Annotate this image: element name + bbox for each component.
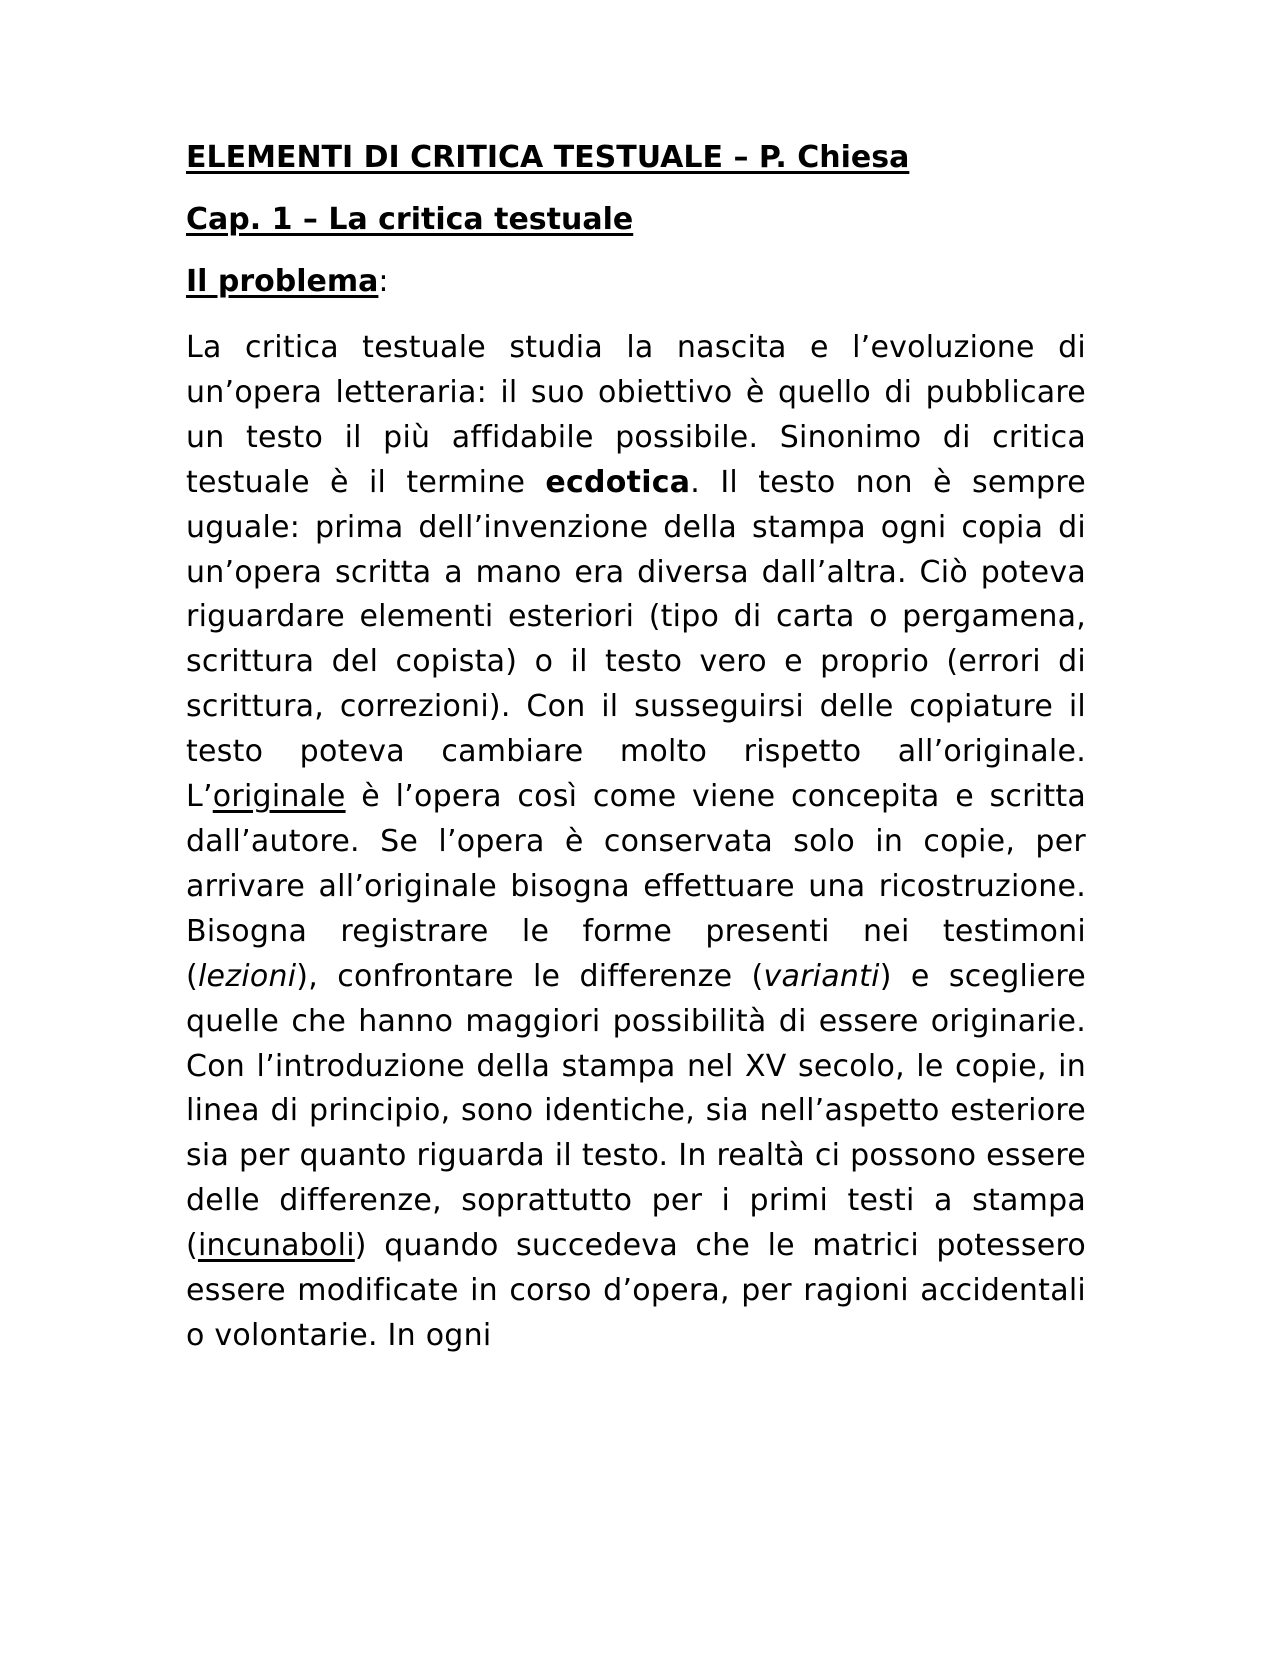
body-paragraph [186,326,1086,1359]
paragraph-text: ) e scegliere quelle che hanno maggiori possibilità di essere originarie. Con l’introduzione della stampa nel XV secolo, le copie, in linea di principio, sono identiche, sia nell’aspetto esteriore sia per quanto riguarda il testo. In realtà ci possono essere delle differenze, soprattutto per i primi testi a stampa ( [186,958,1086,1264]
term-lezioni: lezioni [197,958,297,994]
term-varianti: varianti [763,958,880,994]
section-label: Il problema [186,264,379,299]
document-page [186,140,1086,1389]
paragraph-text: ) quando succedeva che le matrici potessero essere modificate in corso d’opera, per ragioni accidentali o volontarie. In ogni [186,1228,1086,1353]
term-incunaboli: incunaboli [197,1228,355,1264]
paragraph-text: La critica testuale studia la nascita e l’evoluzione di un’opera letteraria: il suo obiettivo è quello di pubblicare un testo il più affidabile possibile. Sinonimo di critica testuale è il termine [186,330,1086,500]
term-originale: originale [212,779,346,815]
chapter-heading: Cap. 1 – La critica testuale [186,202,634,237]
section-colon: : [378,264,389,299]
paragraph-text: . Il testo non è sempre uguale: prima dell’invenzione della stampa ogni copia di un’opera scritta a mano era diversa dall’altra. Ciò poteva riguardare elementi esteriori (tipo di carta o pergamena, scrittura del copista) o il testo vero e proprio (errori di scrittura, correzioni). Con il susseguirsi delle copiature il testo poteva cambiare molto rispetto all’originale. L’ [186,464,1086,815]
paragraph-text: è l’opera così come viene concepita e scritta dall’autore. Se l’opera è conservata solo in copie, per arrivare all’originale bisogna effettuare una ricostruzione. Bisogna registrare le forme presenti nei testimoni ( [186,779,1086,994]
section-heading [186,264,1086,300]
document-title: ELEMENTI DI CRITICA TESTUALE – P. Chiesa [186,140,910,175]
term-ecdotica: ecdotica [545,464,691,500]
paragraph-text: ), confrontare le differenze ( [296,958,764,994]
